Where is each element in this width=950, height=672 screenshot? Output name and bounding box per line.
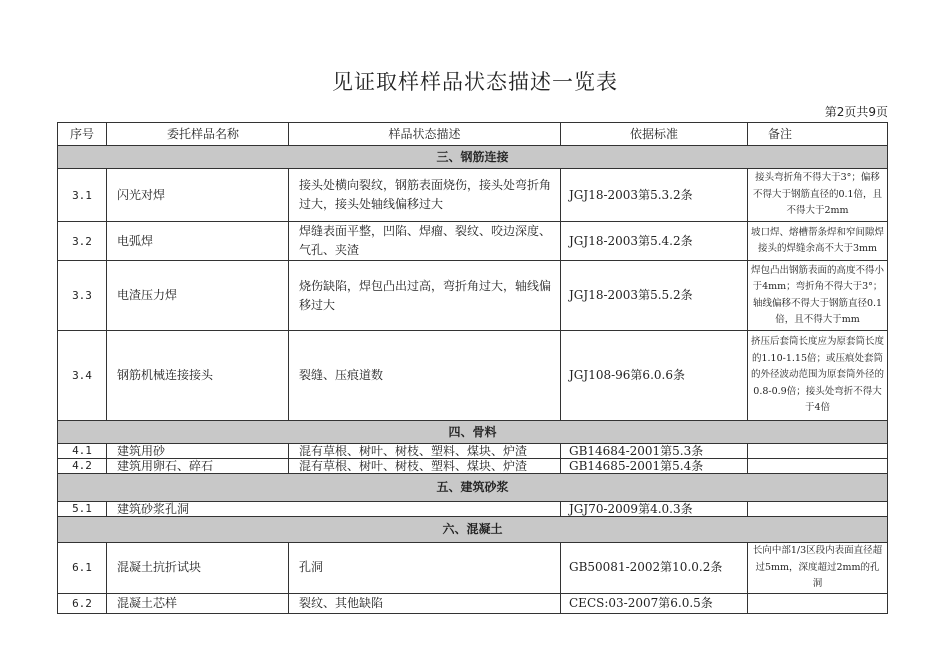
row-sample-name: 钢筋机械连接接头 <box>107 331 289 421</box>
row-sample-name: 电渣压力焊 <box>107 261 289 331</box>
row-standard: JGJ18-2003第5.5.2条 <box>561 261 748 331</box>
section-title: 六、混凝土 <box>58 517 888 543</box>
row-index: 4.1 <box>58 444 107 459</box>
section-title: 五、建筑砂浆 <box>58 474 888 502</box>
row-remarks <box>748 459 888 474</box>
table-row <box>58 593 888 613</box>
row-index: 6.1 <box>58 543 107 594</box>
page-number: 第2页共9页 <box>824 105 888 119</box>
row-remarks: 长向中部1/3区段内表面直径超过5mm，深度超过2mm的孔洞 <box>748 543 888 594</box>
row-remarks: 接头弯折角不得大于3°；偏移不得大于钢筋直径的0.1倍，且不得大于2mm <box>748 169 888 222</box>
row-index: 3.3 <box>58 261 107 331</box>
table-header-row <box>58 123 888 146</box>
row-sample-name: 建筑用卵石、碎石 <box>107 459 289 474</box>
row-standard: CECS:03-2007第6.0.5条 <box>561 593 748 613</box>
row-standard: JGJ108-96第6.0.6条 <box>561 331 748 421</box>
row-standard: JGJ70-2009第4.0.3条 <box>561 502 748 517</box>
table-row <box>58 459 888 474</box>
header-sample-name: 委托样品名称 <box>107 123 289 146</box>
row-description: 孔洞 <box>289 543 561 594</box>
row-description: 混有草根、树叶、树枝、塑料、煤块、炉渣 <box>289 444 561 459</box>
table-row <box>58 169 888 222</box>
row-sample-name: 混凝土芯样 <box>107 593 289 613</box>
header-index: 序号 <box>58 123 107 146</box>
table-row <box>58 543 888 594</box>
row-sample-name: 电弧焊 <box>107 222 289 261</box>
row-standard: JGJ18-2003第5.3.2条 <box>561 169 748 222</box>
row-remarks: 坡口焊、熔槽帮条焊和窄间隙焊接头的焊缝余高不大于3mm <box>748 222 888 261</box>
sample-status-table <box>57 122 888 614</box>
section-row <box>58 146 888 169</box>
table-row <box>58 331 888 421</box>
header-remarks: 备注 <box>748 123 888 146</box>
row-standard: JGJ18-2003第5.4.2条 <box>561 222 748 261</box>
row-description: 裂纹、其他缺陷 <box>289 593 561 613</box>
row-standard: GB50081-2002第10.0.2条 <box>561 543 748 594</box>
table-row <box>58 502 888 517</box>
row-sample-name: 混凝土抗折试块 <box>107 543 289 594</box>
row-index: 4.2 <box>58 459 107 474</box>
row-remarks <box>748 444 888 459</box>
row-sample-name: 建筑砂浆孔洞 <box>107 502 561 517</box>
row-index: 3.4 <box>58 331 107 421</box>
row-description: 接头处横向裂纹，钢筋表面烧伤，接头处弯折角过大，接头处轴线偏移过大 <box>289 169 561 222</box>
row-index: 6.2 <box>58 593 107 613</box>
section-title: 三、钢筋连接 <box>58 146 888 169</box>
row-index: 3.2 <box>58 222 107 261</box>
row-description: 混有草根、树叶、树枝、塑料、煤块、炉渣 <box>289 459 561 474</box>
row-standard: GB14685-2001第5.4条 <box>561 459 748 474</box>
section-title: 四、骨料 <box>58 421 888 444</box>
row-description: 烧伤缺陷，焊包凸出过高，弯折角过大，轴线偏移过大 <box>289 261 561 331</box>
page-title: 见证取样样品状态描述一览表 <box>332 70 618 94</box>
section-row <box>58 474 888 502</box>
row-remarks <box>748 502 888 517</box>
row-sample-name: 建筑用砂 <box>107 444 289 459</box>
header-standard: 依据标准 <box>561 123 748 146</box>
row-remarks: 挤压后套筒长度应为原套筒长度的1.10-1.15倍；或压痕处套筒的外径波动范围为原套筒外径的0.8-0.9倍；接头处弯折不得大于4倍 <box>748 331 888 421</box>
row-index: 3.1 <box>58 169 107 222</box>
row-standard: GB14684-2001第5.3条 <box>561 444 748 459</box>
row-description: 焊缝表面平整，凹陷、焊瘤、裂纹、咬边深度、气孔、夹渣 <box>289 222 561 261</box>
row-index: 5.1 <box>58 502 107 517</box>
section-row <box>58 517 888 543</box>
row-description: 裂缝、压痕道数 <box>289 331 561 421</box>
section-row <box>58 421 888 444</box>
header-status-description: 样品状态描述 <box>289 123 561 146</box>
row-remarks: 焊包凸出钢筋表面的高度不得小于4mm；弯折角不得大于3°；轴线偏移不得大于钢筋直径0.1倍，且不得大于mm <box>748 261 888 331</box>
row-remarks <box>748 593 888 613</box>
table-row <box>58 444 888 459</box>
table-row <box>58 261 888 331</box>
row-sample-name: 闪光对焊 <box>107 169 289 222</box>
table-row <box>58 222 888 261</box>
